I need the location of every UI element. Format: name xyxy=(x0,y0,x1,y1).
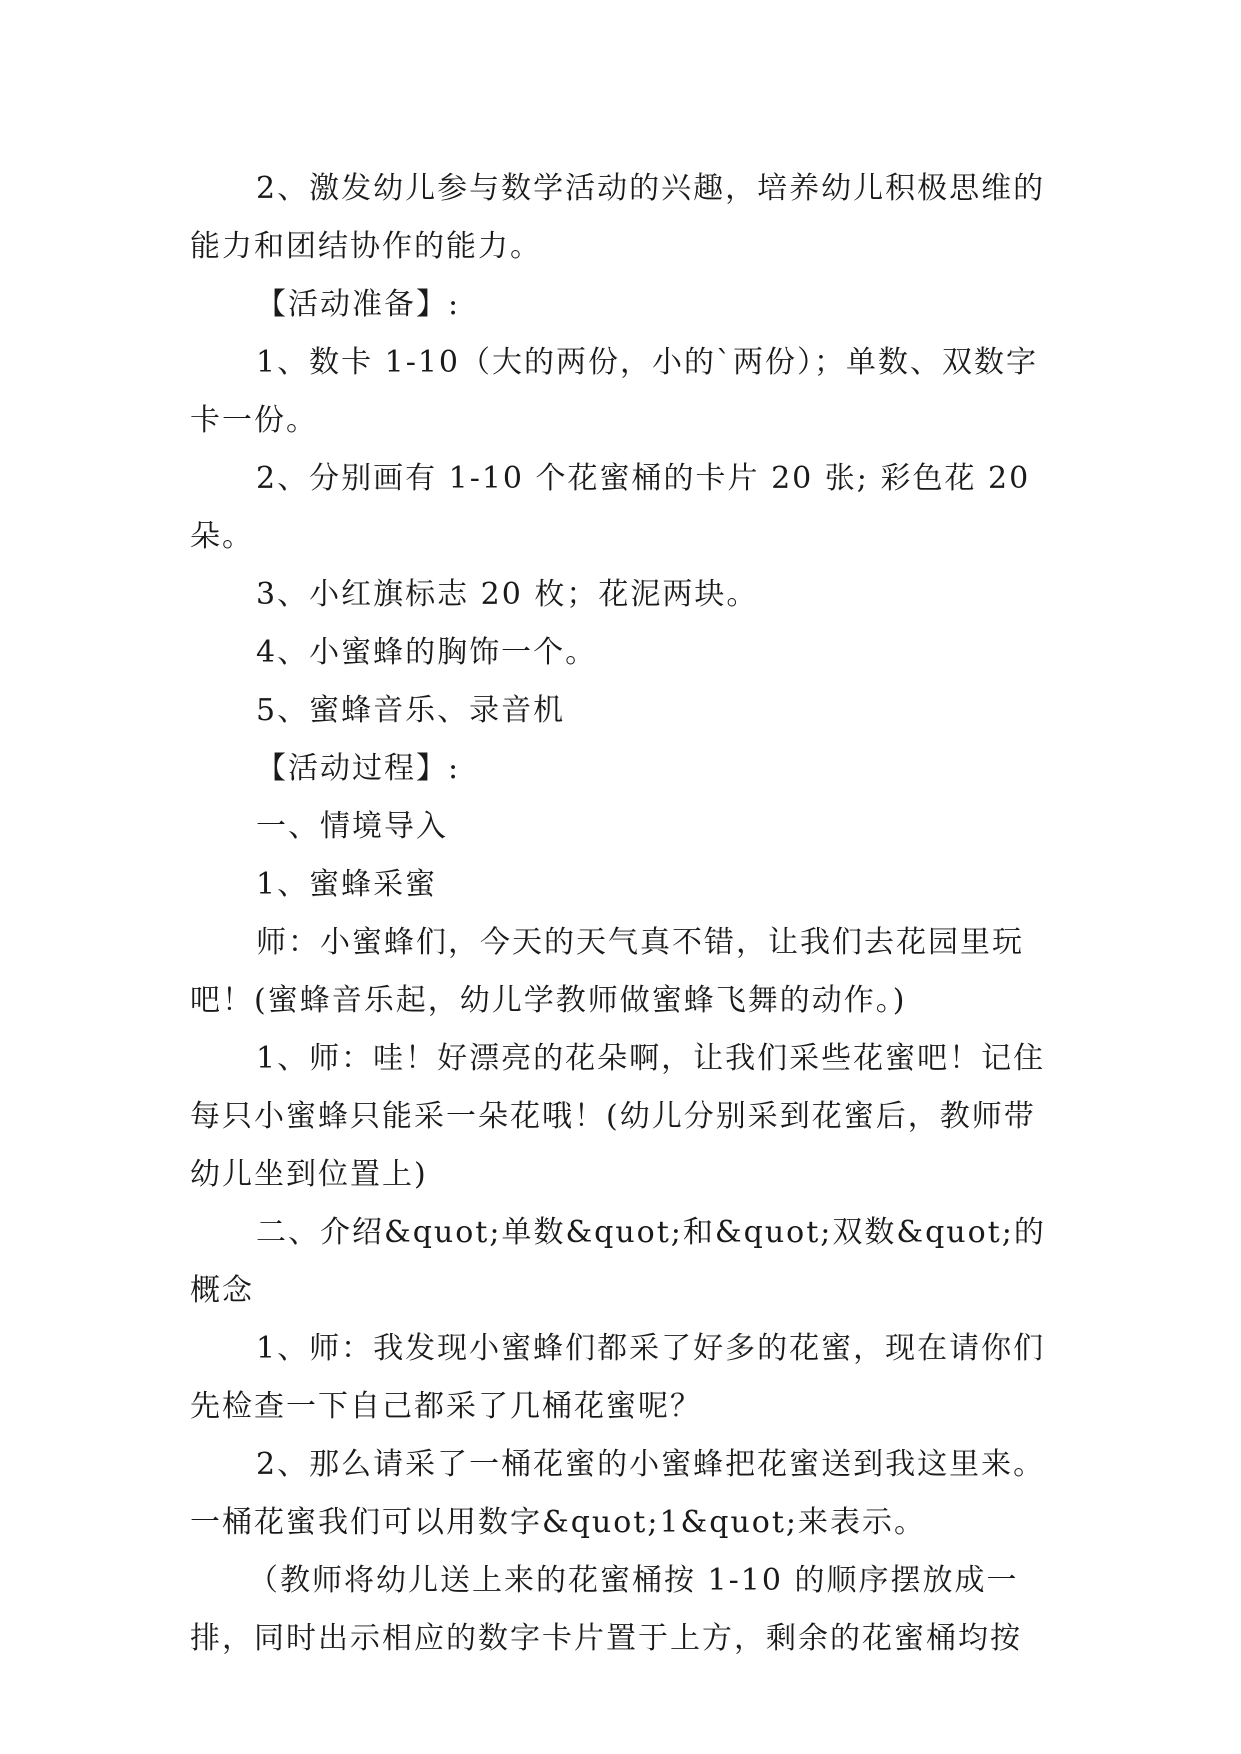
heading-activity-preparation: 【活动准备】: xyxy=(256,287,461,322)
paragraph-one-bucket: 2、那么请采了一桶花蜜的小蜜蜂把花蜜送到我这里来。一桶花蜜我们可以用数字&quot;1&quot;来表示。 xyxy=(190,1447,1046,1540)
paragraph-prep-1: 1、数卡 1-10（大的两份，小的`两份）；单数、双数字卡一份。 xyxy=(190,345,1039,438)
heading-activity-process: 【活动过程】: xyxy=(256,751,461,786)
document-body xyxy=(190,160,1060,1668)
heading-section-1: 一、情境导入 xyxy=(256,809,448,844)
paragraph-prep-5: 5、蜜蜂音乐、录音机 xyxy=(256,693,566,728)
paragraph-teacher-check: 1、师：我发现小蜜蜂们都采了好多的花蜜，现在请你们先检查一下自己都采了几桶花蜜呢？ xyxy=(190,1331,1046,1424)
paragraph-teacher-flowers: 1、师：哇！好漂亮的花朵啊，让我们采些花蜜吧！记住每只小蜜蜂只能采一朵花哦！(幼儿分别采到花蜜后，教师带幼儿坐到位置上) xyxy=(190,1041,1046,1192)
paragraph-prep-3: 3、小红旗标志 20 枚；花泥两块。 xyxy=(256,577,759,612)
paragraph-step-bee-collect: 1、蜜蜂采蜜 xyxy=(256,867,438,902)
paragraph-prep-2: 2、分别画有 1-10 个花蜜桶的卡片 20 张; 彩色花 20 朵。 xyxy=(190,461,1031,554)
paragraph-teacher-intro: 师：小蜜蜂们，今天的天气真不错，让我们去花园里玩吧！(蜜蜂音乐起，幼儿学教师做蜜蜂飞舞的动作。) xyxy=(190,925,1024,1018)
paragraph-goal-2: 2、激发幼儿参与数学活动的兴趣，培养幼儿积极思维的能力和团结协作的能力。 xyxy=(190,171,1046,264)
heading-section-2: 二、介绍&quot;单数&quot;和&quot;双数&quot;的概念 xyxy=(190,1215,1046,1308)
paragraph-teacher-arrange: （教师将幼儿送上来的花蜜桶按 1-10 的顺序摆放成一排，同时出示相应的数字卡片置于上方，剩余的花蜜桶均按 xyxy=(190,1563,1022,1656)
paragraph-prep-4: 4、小蜜蜂的胸饰一个。 xyxy=(256,635,598,670)
